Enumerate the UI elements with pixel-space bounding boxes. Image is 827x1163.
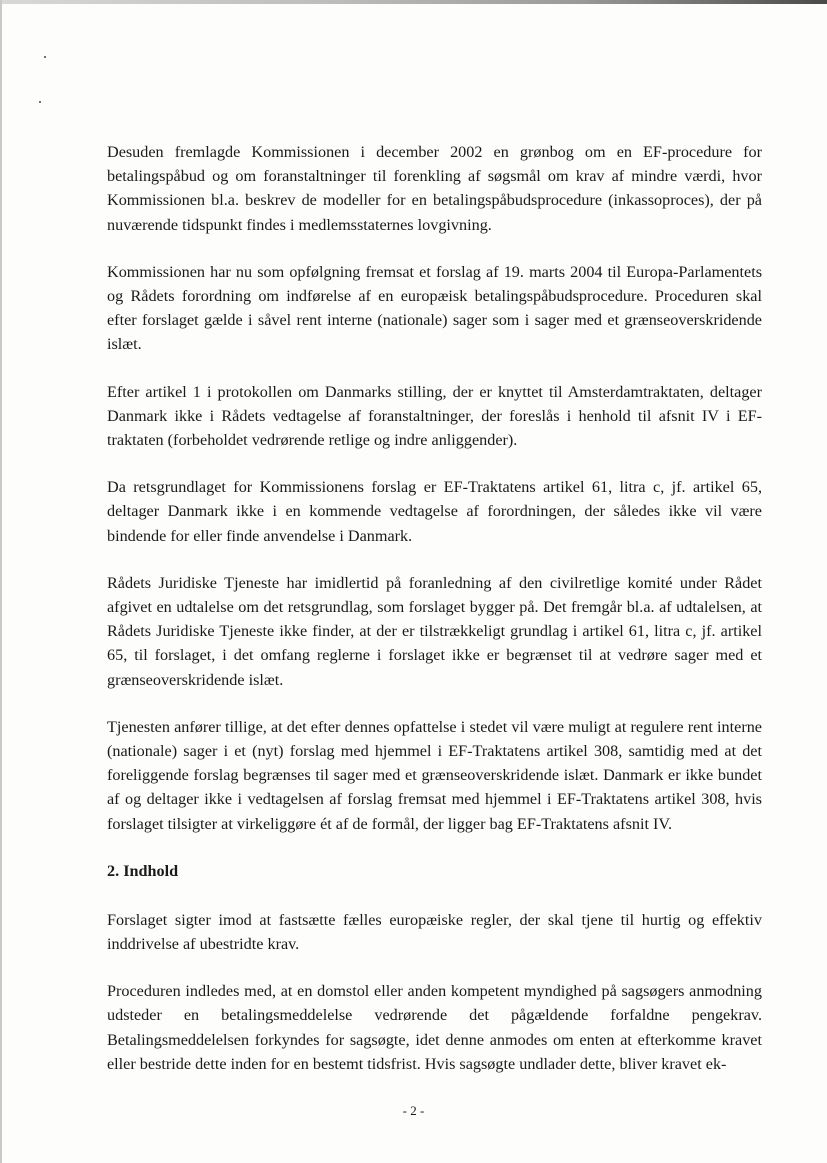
paragraph-greenbook: Desuden fremlagde Kommissionen i december 2002 en grønbog om en EF-procedure for betalingspåbud og om foranstaltninger til forenkling af søgsmål om krav af mindre værdi, hvor Kommissionen bl.a. beskrev de modeller for en betalingspåbudsprocedure (inkassoproces), der på nuværende tidspunkt findes i medlemsstaternes lovgivning. <box>107 143 762 234</box>
scan-speck <box>39 101 41 103</box>
paragraph-legal-service: Rådets Juridiske Tjeneste har imidlertid på foranledning af den civilretlige komité under Rådet afgivet en udtalelse om det retsgrundlag, som forslaget bygger på. Det fremgår bl.a. af udtalelsen, at Rådets Juridiske Tjeneste ikke finder, at der er tilstrækkeligt grundlag i artikel 61, litra c, jf. artikel 65, til forslaget, i det omfang reglerne i forslaget ikke er begrænset til at vedrøre sager med et grænseoverskridende islæt. <box>107 573 762 689</box>
scan-speck <box>44 56 46 58</box>
paragraph-proposal: Kommissionen har nu som opfølgning fremsat et forslag af 19. marts 2004 til Europa-Parlamentets og Rådets forordning om indførelse af en europæisk betalingspåbudsprocedure. Proceduren skal efter forslaget gælde i såvel rent interne (nationale) sager som i sager med et grænseoverskridende islæt. <box>107 262 762 354</box>
paragraph-protocol: Efter artikel 1 i protokollen om Danmarks stilling, der er knyttet til Amsterdamtraktaten, deltager Danmark ikke i Rådets vedtagelse af foranstaltninger, der foreslås i henhold til afsnit IV i EF-traktaten (forbeholdet vedrørende retlige og indre anliggender). <box>107 382 762 450</box>
paragraph-legal-basis: Da retsgrundlaget for Kommissionens forslag er EF-Traktatens artikel 61, litra c, jf. artikel 65, deltager Danmark ikke i en kommende vedtagelse af forordningen, der således ikke vil være bindende for eller finde anvendelse i Danmark. <box>107 478 762 545</box>
section-heading: 2. Indhold <box>107 861 179 880</box>
paragraph-article-308: Tjenesten anfører tillige, at det efter dennes opfattelse i stedet vil være muligt at regulere rent interne (nationale) sager i et (nyt) forslag med hjemmel i EF-Traktatens artikel 308, samtidig med at det foreliggende forslag begrænses til sager med et grænseoverskridende islæt. Danmark er ikke bundet af og deltager ikke i vedtagelsen af forslag fremsat med hjemmel i EF-Traktatens artikel 308, hvis forslaget tilsigter at virkeliggøre ét af de formål, der ligger bag EF-Traktatens afsnit IV. <box>107 717 762 833</box>
page-number: - 2 - <box>402 1103 425 1118</box>
scan-left-edge <box>0 0 2 1163</box>
document-body <box>107 140 762 1099</box>
paragraph-procedure: Proceduren indledes med, at en domstol eller anden kompetent myndighed på sagsøgers anmodning udsteder en betalingsmeddelelse vedrørende det pågældende forfaldne pengekrav. Betalingsmeddelelsen forkyndes for sagsøgte, idet denne anmodes om enten at efterkomme kravet eller bestride dette inden for en bestemt tidsfrist. Hvis sagsøgte undlader dette, bliver kravet ek- <box>107 982 762 1073</box>
scan-top-edge <box>0 0 827 4</box>
paragraph-aim: Forslaget sigter imod at fastsætte fælles europæiske regler, der skal tjene til hurtig og effektiv inddrivelse af ubestridte krav. <box>107 910 762 954</box>
